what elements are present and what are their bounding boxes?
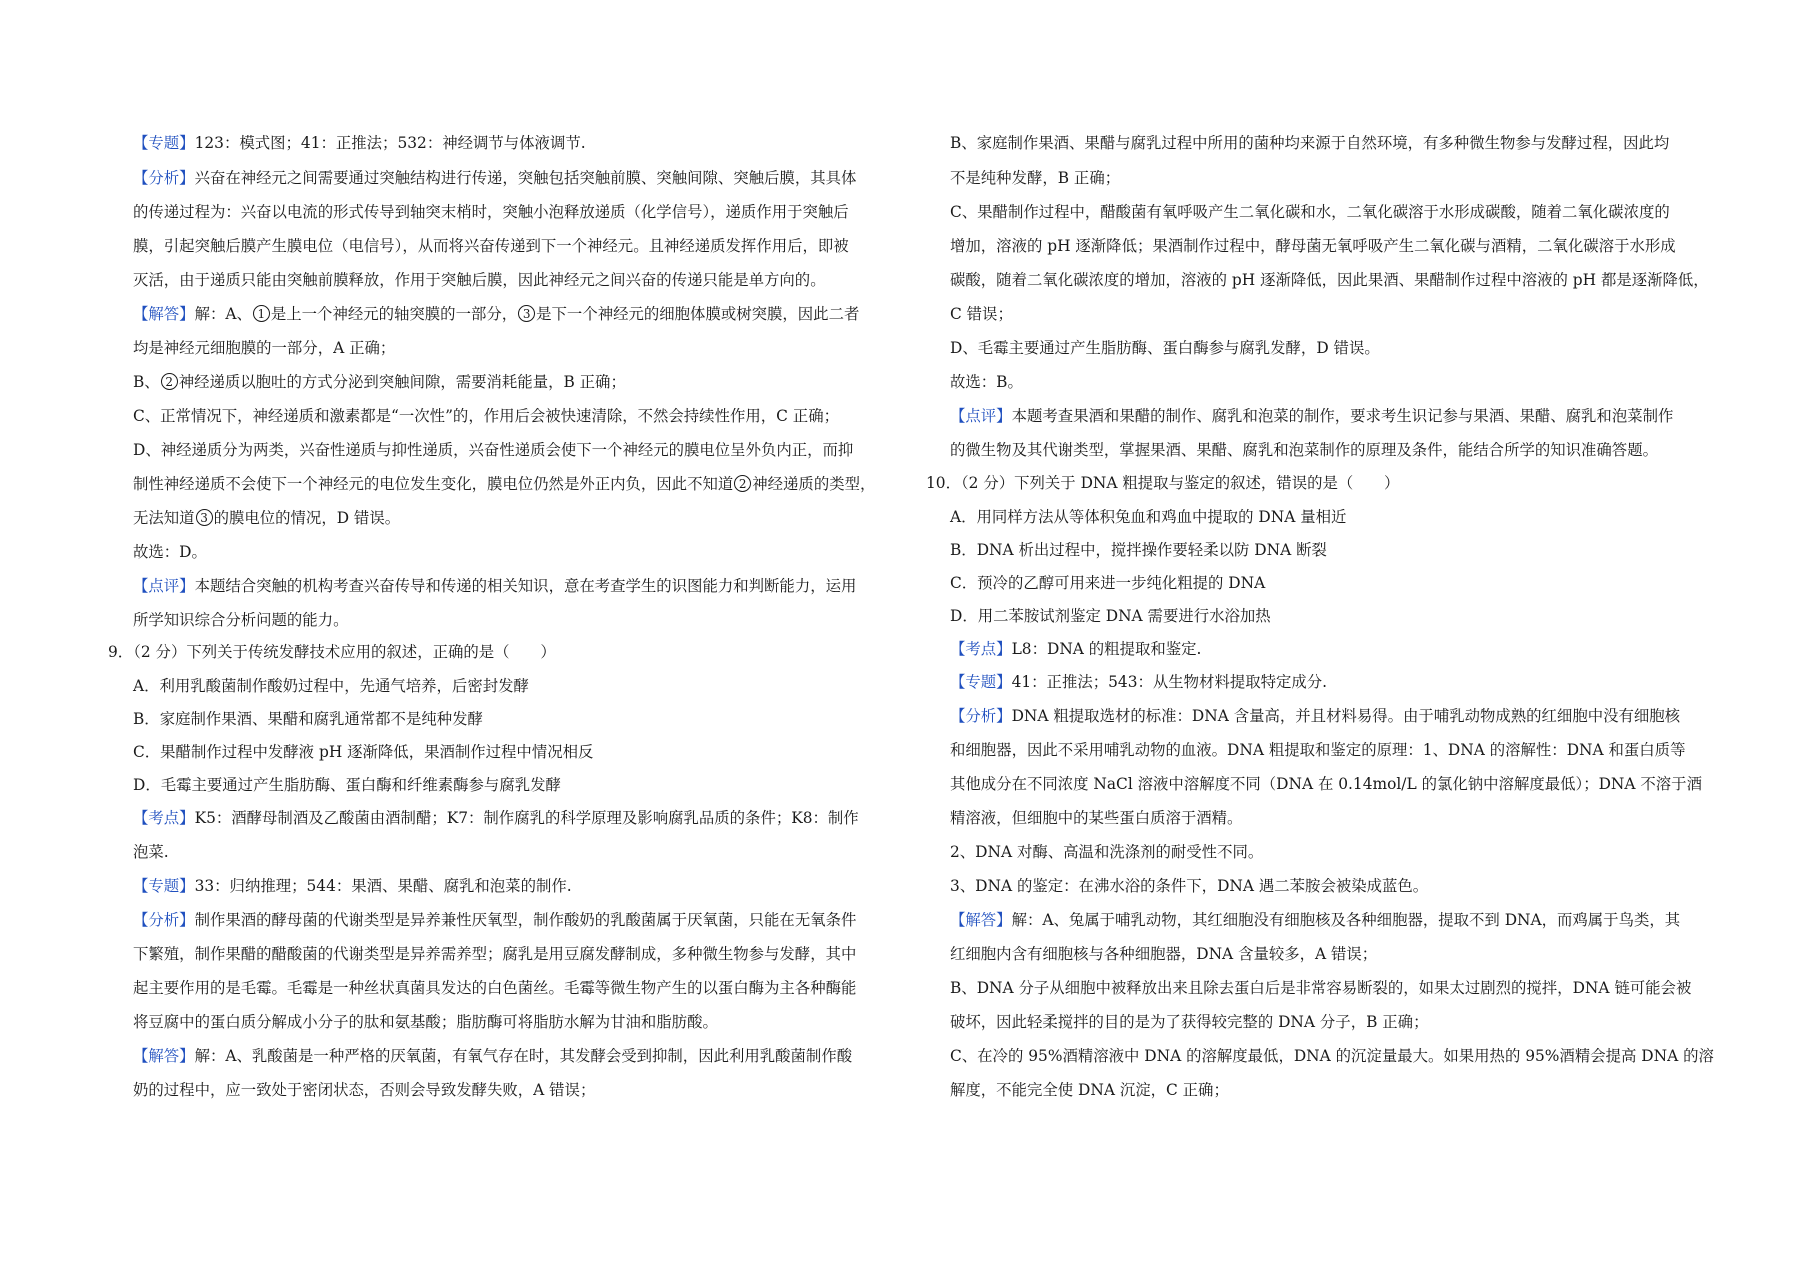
line-text: 起主要作用的是毛霉。毛霉是一种丝状真菌具发达的白色菌丝。毛霉等微生物产生的以蛋白酶为主各种酶能 <box>133 979 857 997</box>
text-line <box>950 406 1673 426</box>
line-text: 33：归纳推理；544：果酒、果醋、腐乳和泡菜的制作. <box>194 877 572 895</box>
line-text: A．利用乳酸菌制作酸奶过程中，先通气培养，后密封发酵 <box>133 677 529 695</box>
text-line <box>133 133 586 153</box>
section-tag: 【分析】 <box>133 169 195 187</box>
section-tag: 【专题】 <box>950 673 1012 691</box>
text-line <box>950 236 1676 256</box>
text-line <box>133 910 856 930</box>
line-text: B、家庭制作果酒、果醋与腐乳过程中所用的菌种均来源于自然环境，有多种微生物参与发酵过程，因此均 <box>950 134 1670 152</box>
text-line <box>108 642 556 662</box>
text-line <box>133 406 839 426</box>
text-line <box>950 507 1346 527</box>
text-line <box>133 508 400 528</box>
text-line <box>950 876 1428 896</box>
section-tag: 【专题】 <box>133 134 195 152</box>
line-text: DNA 粗提取选材的标准：DNA 含量高，并且材料易得。由于哺乳动物成熟的红细胞中没有细胞核 <box>1011 707 1681 725</box>
circled-number: 3 <box>518 305 535 322</box>
section-tag: 【解答】 <box>133 1047 195 1065</box>
line-text: 2、DNA 对酶、高温和洗涤剂的耐受性不同。 <box>950 843 1264 861</box>
text-line <box>926 473 1399 493</box>
line-text: D、神经递质分为两类，兴奋性递质与抑性递质，兴奋性递质会使下一个神经元的膜电位呈外负内正，而抑 <box>133 441 854 459</box>
line-text: B、 <box>133 373 160 391</box>
text-line <box>950 1080 1229 1100</box>
line-text: 是下一个神经元的细胞体膜或树突膜，因此二者 <box>536 305 860 323</box>
line-text: C 错误； <box>950 305 1013 323</box>
line-text: D、毛霉主要通过产生脂肪酶、蛋白酶参与腐乳发酵，D 错误。 <box>950 339 1380 357</box>
line-text: 神经递质以胞吐的方式分泌到突触间隙，需要消耗能量，B 正确； <box>178 373 626 391</box>
text-line <box>950 842 1263 862</box>
line-text: C、在冷的 95%酒精溶液中 DNA 的溶解度最低，DNA 的沉淀量最大。如果用热的 95%酒精会提高 DNA 的溶 <box>950 1047 1714 1065</box>
text-line <box>133 236 849 256</box>
line-text: 故选：D。 <box>133 543 207 561</box>
line-text: B．DNA 析出过程中，搅拌操作要轻柔以防 DNA 断裂 <box>950 541 1327 559</box>
section-tag: 【专题】 <box>133 877 195 895</box>
circled-number: 1 <box>253 305 270 322</box>
text-line <box>133 304 859 324</box>
line-text: 本题考查果酒和果醋的制作、腐乳和泡菜的制作，要求考生识记参与果酒、果醋、腐乳和泡菜制作 <box>1011 407 1674 425</box>
line-text: 9．（2 分）下列关于传统发酵技术应用的叙述，正确的是（ ） <box>108 643 556 661</box>
text-line <box>133 576 856 596</box>
line-text: B．家庭制作果酒、果醋和腐乳通常都不是纯种发酵 <box>133 710 483 728</box>
line-text: B、DNA 分子从细胞中被释放出来且除去蛋白后是非常容易断裂的，如果太过剧烈的搅拌，DNA 链可能会被 <box>950 979 1692 997</box>
circled-number: 2 <box>161 373 178 390</box>
line-text: 的膜电位的情况，D 错误。 <box>213 509 401 527</box>
section-tag: 【解答】 <box>950 911 1012 929</box>
text-line <box>133 742 593 762</box>
section-tag: 【分析】 <box>950 707 1012 725</box>
text-line <box>950 774 1702 794</box>
line-text: C、果醋制作过程中，醋酸菌有氧呼吸产生二氧化碳和水，二氧化碳溶于水形成碳酸，随着二氧化碳浓度的 <box>950 203 1670 221</box>
circled-number: 3 <box>196 509 213 526</box>
line-text: 是上一个神经元的轴突膜的一部分， <box>270 305 518 323</box>
text-line <box>950 540 1327 560</box>
text-line <box>950 606 1271 626</box>
section-tag: 【考点】 <box>133 809 195 827</box>
line-text: K5：酒酵母制酒及乙酸菌由酒制醋；K7：制作腐乳的科学原理及影响腐乳品质的条件；K8：制作 <box>194 809 859 827</box>
line-text: D．用二苯胺试剂鉴定 DNA 需要进行水浴加热 <box>950 607 1271 625</box>
line-text: 解：A、 <box>194 305 252 323</box>
text-line <box>133 808 859 828</box>
text-line <box>950 304 1013 324</box>
text-line <box>950 910 1680 930</box>
text-line <box>133 1080 595 1100</box>
line-text: C．果醋制作过程中发酵液 pH 逐渐降低，果酒制作过程中情况相反 <box>133 743 594 761</box>
text-line <box>133 542 207 562</box>
text-line <box>133 372 626 392</box>
line-text: 解度，不能完全使 DNA 沉淀，C 正确； <box>950 1081 1229 1099</box>
text-line <box>133 944 856 964</box>
text-line <box>950 168 1120 188</box>
line-text: 增加，溶液的 pH 逐渐降低；果酒制作过程中，酵母菌无氧呼吸产生二氧化碳与酒精，二氧化碳溶于水形成 <box>950 237 1676 255</box>
line-text: 的微生物及其代谢类型，掌握果酒、果醋、腐乳和泡菜制作的原理及条件，能结合所学的知识准确答题。 <box>950 441 1658 459</box>
text-line <box>133 440 853 460</box>
section-tag: 【分析】 <box>133 911 195 929</box>
line-text: 膜，引起突触后膜产生膜电位（电信号），从而将兴奋传递到下一个神经元。且神经递质发挥作用后，即被 <box>133 237 849 255</box>
text-line <box>133 1012 718 1032</box>
text-line <box>950 672 1327 692</box>
text-line <box>950 978 1691 998</box>
line-text: 红细胞内含有细胞核与各种细胞器，DNA 含量较多，A 错误； <box>950 945 1378 963</box>
text-line <box>133 842 169 862</box>
line-text: 本题结合突触的机构考查兴奋传导和传递的相关知识，意在考查学生的识图能力和判断能力，运用 <box>194 577 857 595</box>
line-text: 兴奋在神经元之间需要通过突触结构进行传递，突触包括突触前膜、突触间隙、突触后膜，其具体 <box>194 169 857 187</box>
line-text: 下繁殖，制作果醋的醋酸菌的代谢类型是异养需养型；腐乳是用豆腐发酵制成，多种微生物参与发酵，其中 <box>133 945 857 963</box>
text-line <box>950 639 1201 659</box>
text-line <box>950 440 1658 460</box>
line-text: 奶的过程中，应一致处于密闭状态，否则会导致发酵失败，A 错误； <box>133 1081 596 1099</box>
line-text: 精溶液，但细胞中的某些蛋白质溶于酒精。 <box>950 809 1243 827</box>
text-line <box>133 676 529 696</box>
text-line <box>950 338 1380 358</box>
text-line <box>133 168 856 188</box>
line-text: D．毛霉主要通过产生脂肪酶、蛋白酶和纤维素酶参与腐乳发酵 <box>133 776 561 794</box>
section-tag: 【点评】 <box>950 407 1012 425</box>
line-text: 123：模式图；41：正推法；532：神经调节与体液调节. <box>194 134 586 152</box>
section-tag: 【考点】 <box>950 640 1012 658</box>
text-line <box>950 740 1685 760</box>
line-text: 和细胞器，因此不采用哺乳动物的血液。DNA 粗提取和鉴定的原理：1、DNA 的溶解性：DNA 和蛋白质等 <box>950 741 1686 759</box>
line-text: 制性神经递质不会使下一个神经元的电位发生变化，膜电位仍然是外正内负，因此不知道 <box>133 475 734 493</box>
text-line <box>950 133 1669 153</box>
text-line <box>950 573 1265 593</box>
circled-number: 2 <box>734 475 751 492</box>
text-line <box>133 709 483 729</box>
line-text: 制作果酒的酵母菌的代谢类型是异养兼性厌氧型，制作酸奶的乳酸菌属于厌氧菌，只能在无氧条件 <box>194 911 857 929</box>
line-text: 故选：B。 <box>950 373 1023 391</box>
line-text: 的传递过程为：兴奋以电流的形式传导到轴突末梢时，突触小泡释放递质（化学信号），递质作用于突触后 <box>133 203 849 221</box>
line-text: C．预冷的乙醇可用来进一步纯化粗提的 DNA <box>950 574 1266 592</box>
text-line <box>133 610 348 630</box>
text-line <box>950 808 1242 828</box>
text-line <box>133 338 395 358</box>
line-text: 神经递质的类型， <box>752 475 876 493</box>
line-text: 将豆腐中的蛋白质分解成小分子的肽和氨基酸；脂肪酶可将脂肪水解为甘油和脂肪酸。 <box>133 1013 718 1031</box>
line-text: 3、DNA 的鉴定：在沸水浴的条件下，DNA 遇二苯胺会被染成蓝色。 <box>950 877 1429 895</box>
text-line <box>133 876 572 896</box>
line-text: 所学知识综合分析问题的能力。 <box>133 611 349 629</box>
text-line <box>133 202 849 222</box>
line-text: 灭活，由于递质只能由突触前膜释放，作用于突触后膜，因此神经元之间兴奋的传递只能是单方向的。 <box>133 271 826 289</box>
text-line <box>950 202 1670 222</box>
line-text: 41：正推法；543：从生物材料提取特定成分. <box>1011 673 1328 691</box>
section-tag: 【点评】 <box>133 577 195 595</box>
text-line <box>950 944 1377 964</box>
line-text: 解：A、兔属于哺乳动物，其红细胞没有细胞核及各种细胞器，提取不到 DNA，而鸡属于鸟类，其 <box>1011 911 1681 929</box>
line-text: 无法知道 <box>133 509 195 527</box>
line-text: 破坏，因此轻柔搅拌的目的是为了获得较完整的 DNA 分子，B 正确； <box>950 1013 1429 1031</box>
text-line <box>133 775 561 795</box>
text-line <box>133 270 826 290</box>
text-line <box>133 474 875 494</box>
text-line <box>950 372 1023 392</box>
line-text: 10．（2 分）下列关于 DNA 粗提取与鉴定的叙述，错误的是（ ） <box>926 474 1400 492</box>
line-text: C、正常情况下，神经递质和激素都是“一次性”的，作用后会被快速清除，不然会持续性作用，C 正确； <box>133 407 839 425</box>
section-tag: 【解答】 <box>133 305 195 323</box>
text-line <box>133 1046 852 1066</box>
text-line <box>133 978 856 998</box>
line-text: 碳酸，随着二氧化碳浓度的增加，溶液的 pH 逐渐降低，因此果酒、果醋制作过程中溶液的 pH 都是逐渐降低， <box>950 271 1709 289</box>
text-line <box>950 706 1680 726</box>
text-line <box>950 1046 1714 1066</box>
text-line <box>950 270 1709 290</box>
line-text: A．用同样方法从等体积兔血和鸡血中提取的 DNA 量相近 <box>950 508 1347 526</box>
line-text: 解：A、乳酸菌是一种严格的厌氧菌，有氧气存在时，其发酵会受到抑制，因此利用乳酸菌制作酸 <box>194 1047 853 1065</box>
line-text: 泡菜. <box>133 843 169 861</box>
line-text: 其他成分在不同浓度 NaCl 溶液中溶解度不同（DNA 在 0.14mol/L 的氯化钠中溶解度最低）；DNA 不溶于酒 <box>950 775 1702 793</box>
line-text: 均是神经元细胞膜的一部分，A 正确； <box>133 339 396 357</box>
line-text: L8：DNA 的粗提取和鉴定. <box>1011 640 1202 658</box>
line-text: 不是纯种发酵，B 正确； <box>950 169 1121 187</box>
text-line <box>950 1012 1428 1032</box>
